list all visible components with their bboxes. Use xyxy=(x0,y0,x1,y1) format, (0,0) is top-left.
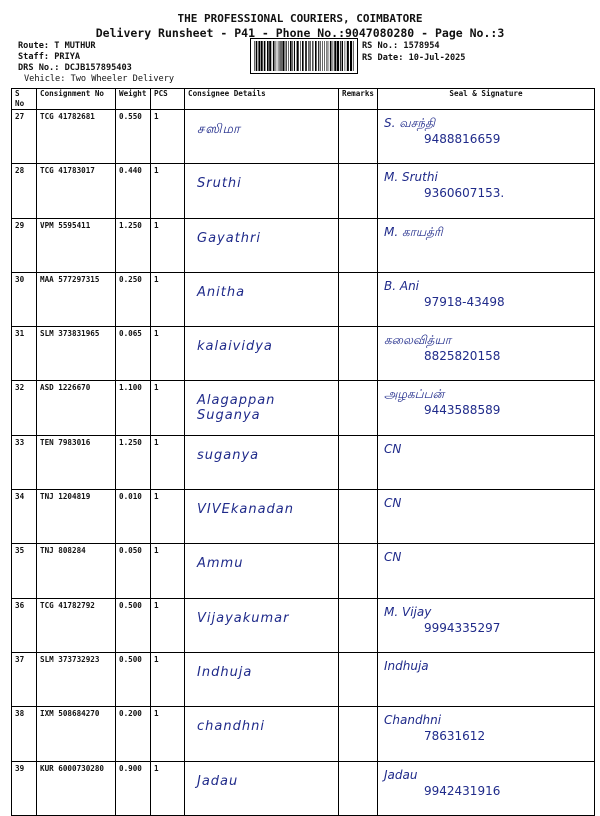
cell-sno: 33 xyxy=(12,435,37,489)
cell-signature xyxy=(378,490,595,544)
signature-text: CN xyxy=(384,441,402,456)
signature-text: S. வசந்தி xyxy=(384,116,435,130)
cell-sno: 34 xyxy=(12,490,37,544)
cell-consignee: kalaividya xyxy=(185,327,339,381)
table-row xyxy=(12,652,595,706)
cell-sno: 36 xyxy=(12,598,37,652)
cell-consignment-no: SLM 373831965 xyxy=(37,327,116,381)
cell-weight: 0.010 xyxy=(116,490,151,544)
cell-consignment-no: TCG 41782792 xyxy=(37,598,116,652)
cell-sno: 37 xyxy=(12,652,37,706)
cell-remarks xyxy=(339,707,378,761)
cell-pcs: 1 xyxy=(151,544,185,598)
route-label: Route: T MUTHUR xyxy=(18,41,96,51)
col-header-pcs: PCS xyxy=(151,89,185,110)
table-row xyxy=(12,435,595,489)
col-header-signature: Seal & Signature xyxy=(378,89,595,110)
col-header-sno: S No xyxy=(12,89,37,110)
table-row xyxy=(12,707,595,761)
table-row xyxy=(12,598,595,652)
cell-pcs: 1 xyxy=(151,110,185,164)
table-row xyxy=(12,490,595,544)
signature-phone: 9942431916 xyxy=(424,783,501,798)
cell-consignee: suganya xyxy=(185,435,339,489)
cell-consignee: VIVEkanadan xyxy=(185,490,339,544)
cell-consignee: Indhuja xyxy=(185,652,339,706)
cell-consignee: Jadau xyxy=(185,761,339,815)
table-row xyxy=(12,218,595,272)
cell-consignee: Vijayakumar xyxy=(185,598,339,652)
signature-phone: 97918-43498 xyxy=(424,294,505,309)
cell-weight: 0.250 xyxy=(116,272,151,326)
cell-sno: 29 xyxy=(12,218,37,272)
runsheet-table xyxy=(11,88,595,816)
cell-consignee: Anitha xyxy=(185,272,339,326)
cell-signature xyxy=(378,218,595,272)
signature-text: கலைவித்யா xyxy=(384,333,452,348)
cell-consignee: chandhni xyxy=(185,707,339,761)
table-header-row xyxy=(12,89,595,110)
cell-consignment-no: IXM 508684270 xyxy=(37,707,116,761)
cell-signature xyxy=(378,707,595,761)
cell-consignee: Sruthi xyxy=(185,164,339,218)
cell-weight: 1.100 xyxy=(116,381,151,435)
table-row xyxy=(12,164,595,218)
signature-phone: 9443588589 xyxy=(424,403,501,418)
cell-weight: 0.550 xyxy=(116,110,151,164)
drs-number: DRS No.: DCJB157895403 xyxy=(18,63,132,73)
cell-signature xyxy=(378,164,595,218)
cell-sno: 27 xyxy=(12,110,37,164)
cell-remarks xyxy=(339,544,378,598)
cell-pcs: 1 xyxy=(151,652,185,706)
cell-consignee: Ammu xyxy=(185,544,339,598)
cell-weight: 1.250 xyxy=(116,435,151,489)
cell-consignee: Gayathri xyxy=(185,218,339,272)
table-row xyxy=(12,381,595,435)
signature-text: M. காயத்ரி xyxy=(384,224,443,239)
cell-weight: 1.250 xyxy=(116,218,151,272)
cell-weight: 0.500 xyxy=(116,598,151,652)
cell-signature xyxy=(378,435,595,489)
table-row xyxy=(12,110,595,164)
cell-consignment-no: KUR 6000730280 xyxy=(37,761,116,815)
cell-consignment-no: VPM 5595411 xyxy=(37,218,116,272)
cell-consignment-no: TNJ 808284 xyxy=(37,544,116,598)
signature-text: CN xyxy=(384,496,402,511)
cell-weight: 0.900 xyxy=(116,761,151,815)
cell-consignment-no: TNJ 1204819 xyxy=(37,490,116,544)
table-row xyxy=(12,544,595,598)
signature-text: Indhuja xyxy=(384,658,429,673)
signature-text: Chandhni xyxy=(384,713,442,728)
cell-sno: 38 xyxy=(12,707,37,761)
cell-remarks xyxy=(339,272,378,326)
cell-sno: 32 xyxy=(12,381,37,435)
cell-sno: 39 xyxy=(12,761,37,815)
rs-date: RS Date: 10-Jul-2025 xyxy=(362,53,466,63)
signature-phone: 9994335297 xyxy=(424,620,501,635)
signature-phone: 8825820158 xyxy=(424,349,501,364)
cell-pcs: 1 xyxy=(151,707,185,761)
cell-consignment-no: TEN 7983016 xyxy=(37,435,116,489)
rs-number: RS No.: 1578954 xyxy=(362,41,440,51)
cell-weight: 0.050 xyxy=(116,544,151,598)
signature-text: அழகப்பன் xyxy=(384,387,445,402)
cell-sno: 28 xyxy=(12,164,37,218)
cell-weight: 0.440 xyxy=(116,164,151,218)
cell-pcs: 1 xyxy=(151,218,185,272)
cell-signature xyxy=(378,598,595,652)
table-row xyxy=(12,761,595,815)
cell-consignment-no: SLM 373732923 xyxy=(37,652,116,706)
cell-signature xyxy=(378,652,595,706)
cell-weight: 0.500 xyxy=(116,652,151,706)
signature-text: CN xyxy=(384,550,402,565)
cell-consignment-no: MAA 577297315 xyxy=(37,272,116,326)
cell-signature xyxy=(378,327,595,381)
cell-remarks xyxy=(339,490,378,544)
col-header-remarks: Remarks xyxy=(339,89,378,110)
cell-remarks xyxy=(339,381,378,435)
table-row xyxy=(12,327,595,381)
barcode xyxy=(250,38,358,74)
cell-pcs: 1 xyxy=(151,598,185,652)
cell-remarks xyxy=(339,327,378,381)
cell-signature xyxy=(378,381,595,435)
cell-sno: 30 xyxy=(12,272,37,326)
signature-text: M. Vijay xyxy=(384,604,432,619)
cell-sno: 35 xyxy=(12,544,37,598)
cell-remarks xyxy=(339,652,378,706)
signature-text: Jadau xyxy=(384,767,418,782)
col-header-consignee: Consignee Details xyxy=(185,89,339,110)
cell-signature xyxy=(378,761,595,815)
staff-label: Staff: PRIYA xyxy=(18,52,81,62)
cell-pcs: 1 xyxy=(151,272,185,326)
vehicle-label: Vehicle: Two Wheeler Delivery xyxy=(24,74,175,84)
cell-consignment-no: ASD 1226670 xyxy=(37,381,116,435)
cell-remarks xyxy=(339,598,378,652)
cell-signature xyxy=(378,544,595,598)
cell-consignee: Alagappan Suganya xyxy=(185,381,339,435)
cell-signature xyxy=(378,272,595,326)
cell-remarks xyxy=(339,164,378,218)
cell-sno: 31 xyxy=(12,327,37,381)
cell-pcs: 1 xyxy=(151,327,185,381)
col-header-weight: Weight xyxy=(116,89,151,110)
cell-pcs: 1 xyxy=(151,435,185,489)
signature-phone: 9360607153. xyxy=(424,186,505,201)
cell-weight: 0.200 xyxy=(116,707,151,761)
cell-remarks xyxy=(339,110,378,164)
signature-text: B. Ani xyxy=(384,278,420,293)
signature-phone: 9488816659 xyxy=(424,132,501,146)
cell-consignment-no: TCG 41782681 xyxy=(37,110,116,164)
table-row xyxy=(12,272,595,326)
cell-remarks xyxy=(339,761,378,815)
cell-weight: 0.065 xyxy=(116,327,151,381)
company-title: THE PROFESSIONAL COURIERS, COIMBATORE xyxy=(177,12,423,25)
cell-pcs: 1 xyxy=(151,381,185,435)
cell-remarks xyxy=(339,435,378,489)
cell-pcs: 1 xyxy=(151,490,185,544)
cell-consignment-no: TCG 41783017 xyxy=(37,164,116,218)
runsheet-subtitle: Delivery Runsheet - P41 - Phone No.:9047080280 - Page No.:3 xyxy=(95,26,505,40)
cell-signature xyxy=(378,110,595,164)
cell-consignee: சஸிமா xyxy=(185,110,339,164)
cell-pcs: 1 xyxy=(151,761,185,815)
cell-pcs: 1 xyxy=(151,164,185,218)
cell-remarks xyxy=(339,218,378,272)
signature-phone: 78631612 xyxy=(424,729,486,744)
signature-text: M. Sruthi xyxy=(384,170,438,185)
col-header-consignment: Consignment No xyxy=(37,89,116,110)
